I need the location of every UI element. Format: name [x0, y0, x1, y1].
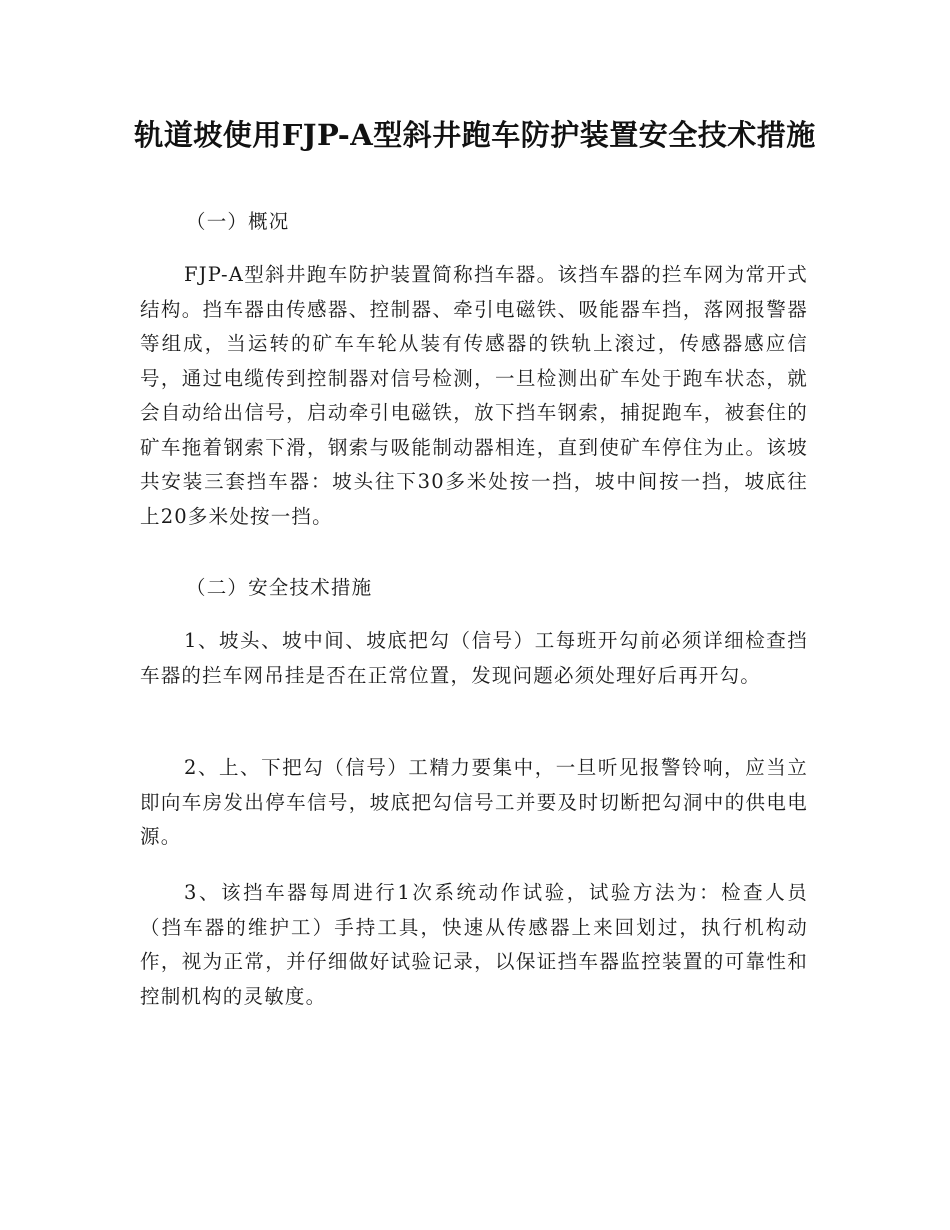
safety-measure-item-2: 2、上、下把勾（信号）工精力要集中，一旦听见报警铃响，应当立即向车房发出停车信号，坡底把勾信号工并要及时切断把勾洞中的供电电源。	[140, 756, 808, 848]
safety-measure-item-1: 1、坡头、坡中间、坡底把勾（信号）工每班开勾前必须详细检查挡车器的拦车网吊挂是否在正常位置，发现问题必须处理好后再开勾。	[140, 629, 808, 687]
overview-paragraph: FJP-A型斜井跑车防护装置简称挡车器。该挡车器的拦车网为常开式结构。挡车器由传感器、控制器、牵引电磁铁、吸能器车挡，落网报警器等组成，当运转的矿车车轮从装有传感器的铁轨上滚过，传感器感应信号，通过电缆传到控制器对信号检测，一旦检测出矿车处于跑车状态，就会自动给出信号，启动牵引电磁铁，放下挡车钢索，捕捉跑车，被套住的矿车拖着钢索下滑，钢索与吸能制动器相连，直到使矿车停住为止。该坡共安装三套挡车器：坡头往下30多米处按一挡，坡中间按一挡，坡底往上20多米处按一挡。	[140, 263, 808, 528]
section-heading-safety-measures: （二）安全技术措施	[186, 576, 373, 599]
section-heading-overview: （一）概况	[186, 210, 290, 233]
document-title: 轨道坡使用FJP-A型斜井跑车防护装置安全技术措施	[134, 118, 816, 152]
safety-measure-item-3: 3、该挡车器每周进行1次系统动作试验，试验方法为：检查人员（挡车器的维护工）手持工具，快速从传感器上来回划过，执行机构动作，视为正常，并仔细做好试验记录，以保证挡车器监控装置的可靠性和控制机构的灵敏度。	[140, 881, 808, 1008]
